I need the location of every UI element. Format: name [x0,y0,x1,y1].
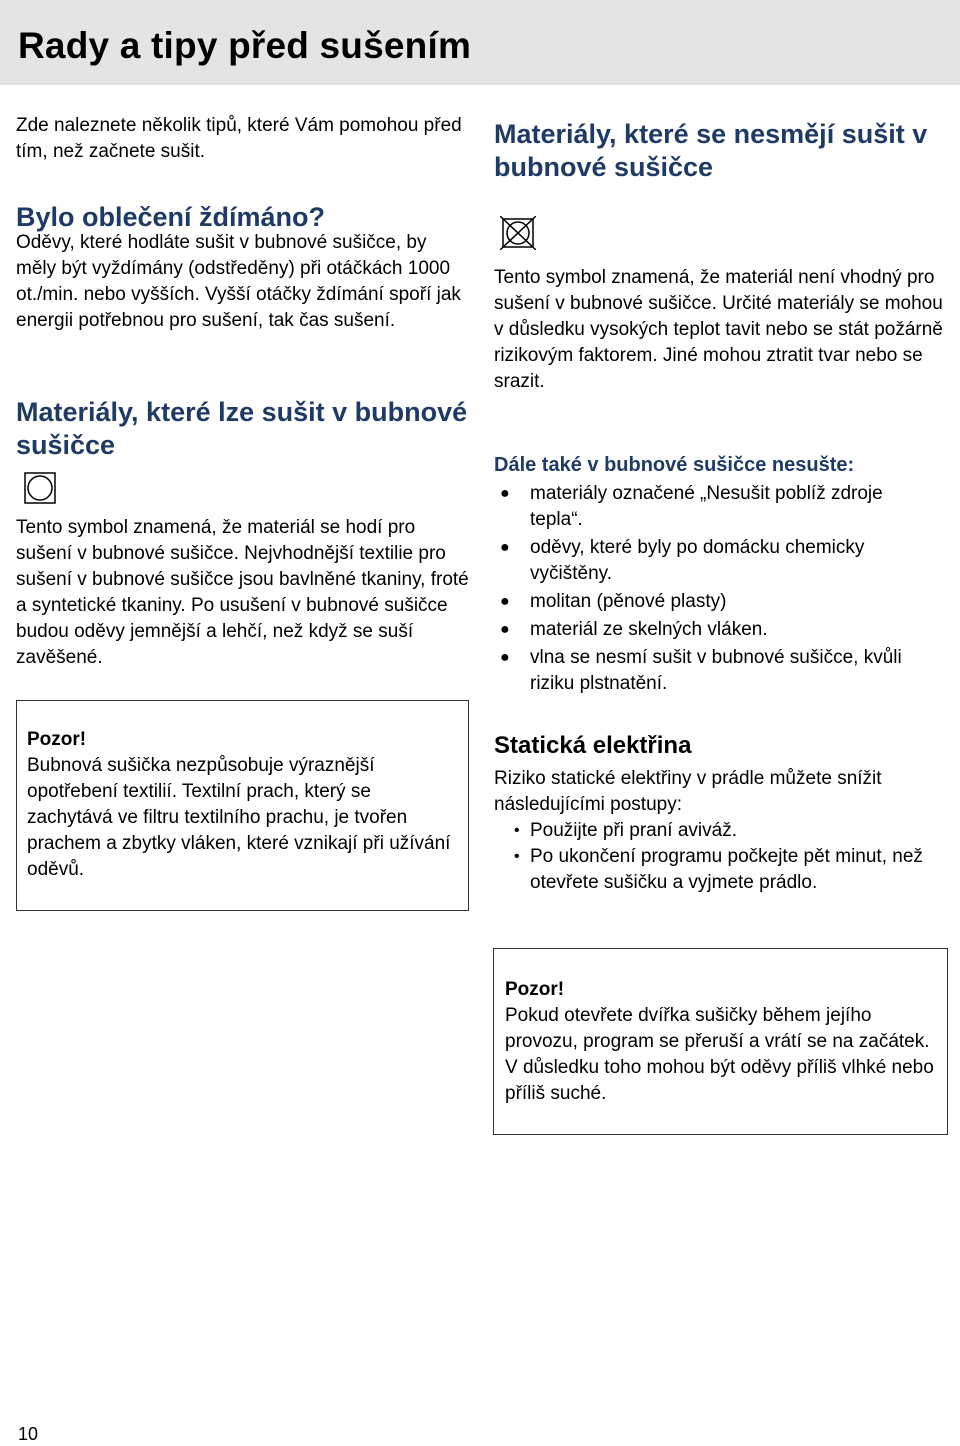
bullet-icon: ● [500,593,510,610]
bullet-icon: • [514,822,520,839]
list-item: ● materiály označené „Nesušit poblíž zdroje tepla“. [500,483,883,530]
list-item: • Použijte při praní aviváž. [494,818,934,844]
bullet-icon: ● [500,539,510,556]
static-text: Riziko statické elektřiny v prádle můžete snížit následujícími postupy: [494,768,882,815]
warning-text: Pokud otevřete dvířka sušičky během jejího provozu, program se přeruší a vrátí se na začátek. V důsledku toho mohou být oděvy příliš vlhké nebo příliš suché. [505,1005,934,1104]
page-number: 10 [18,1424,39,1444]
page-title: Rady a tipy před sušením [18,25,472,66]
cannot-dry-text: Tento symbol znamená, že materiál není vhodný pro sušení v bubnové sušičce. Určité materiály se mohou v důsledku vysokých teplot tavit nebo se stát požárně rizikovým faktorem. Jiné mohou ztratit tvar nebo se srazit. [494,267,943,392]
list-item: ● materiál ze skelných vláken. [494,617,934,643]
page-header [0,0,960,85]
list-item: ● oděvy, které byly po domácku chemicky vyčištěny. [500,537,865,584]
warning-text: Bubnová sušička nezpůsobuje výraznější opotřebení textilií. Textilní prach, který se zachytává ve filtru textilního prachu, je tvořen prachem a zbytky vláken, které vznikají při užívání oděvů. [27,755,451,880]
tumble-dry-allowed-icon [24,472,56,504]
do-not-tumble-dry-icon [500,216,536,250]
also-not-list [494,481,934,699]
also-not-heading: Dále také v bubnové sušičce nesušte: [494,454,855,476]
warning-box-wear [16,700,469,911]
can-dry-text: Tento symbol znamená, že materiál se hodí pro sušení v bubnové sušičce. Nejvhodnější textilie pro sušení v bubnové sušičce jsou bavlněné tkaniny, froté a syntetické tkaniny. Po usušení v bubnové sušičce budou oděvy jemnější a lehčí, než když se suší zavěšené. [16,517,469,668]
static-heading: Statická elektřina [494,732,692,759]
warning-label: Pozor! [505,979,565,1000]
intro-text: Zde naleznete několik tipů, které Vám pomohou před tím, než začnete sušit. [16,115,462,162]
list-item: • Po ukončení programu počkejte pět minut, než otevřete sušičku a vyjmete prádlo. [514,846,923,893]
list-item: ● vlna se nesmí sušit v bubnové sušičce, kvůli riziku plstnatění. [500,647,902,694]
static-list [494,818,934,896]
cannot-dry-heading: Materiály, které se nesmějí sušit v bubnové sušičce [494,119,928,182]
bullet-icon: ● [500,649,510,666]
wrung-text: Oděvy, které hodláte sušit v bubnové sušičce, by měly být vyždímány (odstředěny) při otáčkách 1000 ot./min. nebo vyšších. Vyšší otáčky ždímání spoří jak energii potřebnou pro sušení, tak čas sušení. [16,232,461,331]
warning-label: Pozor! [27,729,87,750]
warning-box-door [493,948,948,1135]
bullet-icon: • [514,848,520,865]
bullet-icon: ● [500,485,510,502]
can-dry-heading: Materiály, které lze sušit v bubnové sušičce [16,397,468,460]
bullet-icon: ● [500,621,510,638]
wrung-heading: Bylo oblečení ždímáno? [16,202,326,232]
list-item: ● molitan (pěnové plasty) [494,589,934,615]
